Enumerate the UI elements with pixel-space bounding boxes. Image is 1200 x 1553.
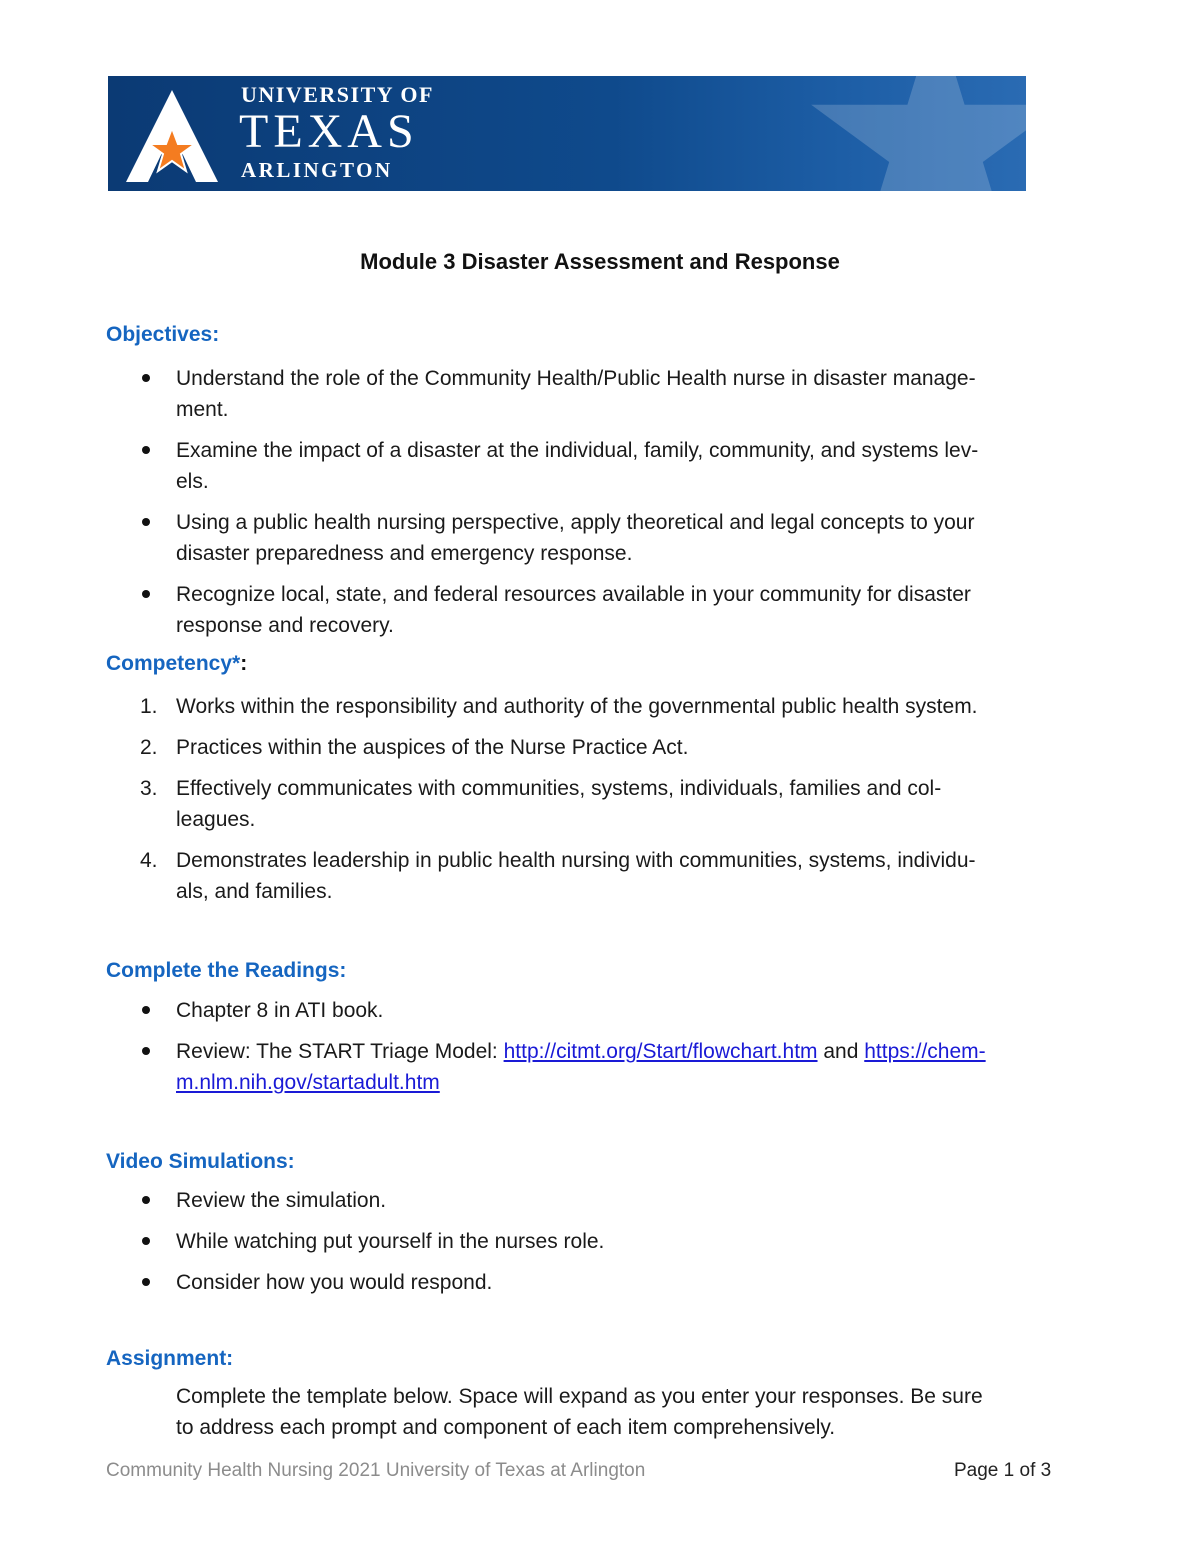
competency-line: Effectively communicates with communities, systems, individuals, families and col- <box>176 777 942 800</box>
bullet-icon <box>140 435 152 447</box>
list-number: 1. <box>140 695 158 718</box>
reading-text: and <box>817 1040 865 1063</box>
objective-line: Recognize local, state, and federal resources available in your community for disaster <box>176 583 971 606</box>
readings-heading: Complete the Readings: <box>106 959 347 982</box>
bullet-icon <box>140 1185 152 1197</box>
start-adult-link-continued[interactable]: m.nlm.nih.gov/startadult.htm <box>176 1071 440 1094</box>
objective-line: ment. <box>176 398 229 421</box>
competency-item <box>176 691 1096 722</box>
competency-heading <box>106 652 247 676</box>
bullet-icon <box>140 507 152 519</box>
start-adult-link[interactable]: https://chem- <box>864 1040 986 1063</box>
list-number: 4. <box>140 849 158 872</box>
bullet-icon <box>140 995 152 1007</box>
footer-page-number: Page 1 of 3 <box>954 1460 1052 1481</box>
document-title: Module 3 Disaster Assessment and Response <box>360 249 840 274</box>
banner-university-of: UNIVERSITY OF <box>241 82 434 107</box>
banner-arlington: ARLINGTON <box>241 158 393 182</box>
competency-line: Works within the responsibility and authority of the governmental public health system. <box>176 695 978 718</box>
reading-text: Chapter 8 in ATI book. <box>176 999 384 1022</box>
objective-line: Using a public health nursing perspective, apply theoretical and legal concepts to your <box>176 511 975 534</box>
objective-line: response and recovery. <box>176 614 394 637</box>
objective-line: disaster preparedness and emergency response. <box>176 542 633 565</box>
bullet-icon <box>140 363 152 375</box>
assignment-text <box>176 1381 1096 1443</box>
competency-item <box>176 773 1096 835</box>
reading-text: Review: The START Triage Model: <box>176 1040 504 1063</box>
bullet-icon <box>140 1226 152 1238</box>
reading-item <box>176 995 1096 1026</box>
bullet-icon <box>140 579 152 591</box>
assignment-heading: Assignment: <box>106 1347 234 1370</box>
footer-course-info: Community Health Nursing 2021 University of Texas at Arlington <box>106 1460 646 1481</box>
background-star-icon <box>806 76 1026 191</box>
video-item: While watching put yourself in the nurses role. <box>176 1230 605 1253</box>
bullet-icon <box>140 1267 152 1279</box>
university-banner <box>108 76 1026 191</box>
video-simulations-heading: Video Simulations: <box>106 1150 295 1173</box>
competency-asterisk: * <box>232 652 241 675</box>
objective-line: Understand the role of the Community Health/Public Health nurse in disaster manage- <box>176 367 976 390</box>
bullet-icon <box>140 1036 152 1048</box>
start-flowchart-link[interactable]: http://citmt.org/Start/flowchart.htm <box>503 1040 818 1063</box>
competency-heading-text: Competency <box>106 652 233 675</box>
objective-line: els. <box>176 470 209 493</box>
objective-line: Examine the impact of a disaster at the individual, family, community, and systems lev- <box>176 439 979 462</box>
objective-item <box>176 435 1096 497</box>
banner-texas: TEXAS <box>239 105 419 158</box>
competency-line: Demonstrates leadership in public health nursing with communities, systems, individu- <box>176 849 976 872</box>
competency-colon: : <box>240 652 248 675</box>
uta-star-logo-icon <box>122 86 222 186</box>
objective-item <box>176 579 1096 641</box>
assignment-line: Complete the template below. Space will expand as you enter your responses. Be sure <box>176 1385 983 1408</box>
list-number: 3. <box>140 777 158 800</box>
objectives-heading: Objectives: <box>106 323 220 346</box>
competency-item <box>176 732 1096 763</box>
competency-line: leagues. <box>176 808 256 831</box>
reading-item <box>176 1036 1096 1098</box>
objective-item <box>176 507 1096 569</box>
video-item: Review the simulation. <box>176 1189 387 1212</box>
list-number: 2. <box>140 736 158 759</box>
assignment-line: to address each prompt and component of each item comprehensively. <box>176 1416 836 1439</box>
objective-item <box>176 363 1096 425</box>
competency-line: Practices within the auspices of the Nurse Practice Act. <box>176 736 689 759</box>
competency-line: als, and families. <box>176 880 333 903</box>
competency-item <box>176 845 1096 907</box>
video-item: Consider how you would respond. <box>176 1271 493 1294</box>
